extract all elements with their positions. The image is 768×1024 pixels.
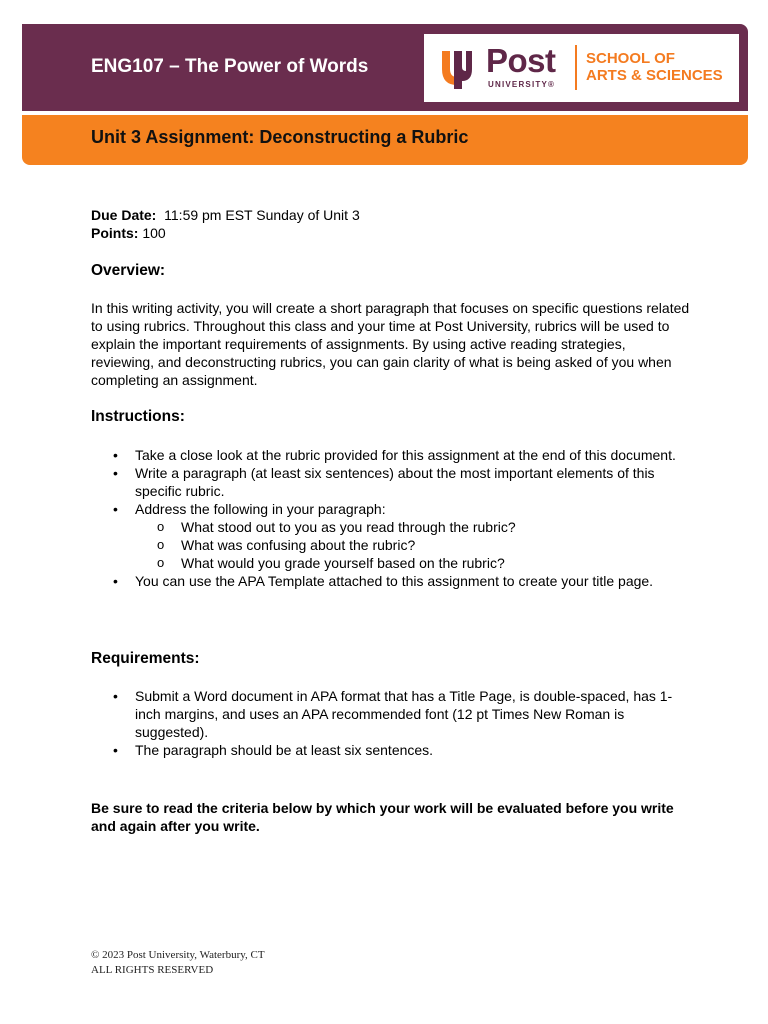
school-name: [586, 50, 723, 84]
logo-divider: [575, 45, 577, 90]
overview-heading: Overview:: [91, 262, 166, 279]
list-item: • Take a close look at the rubric provided for this assignment at the end of this document.: [91, 446, 691, 464]
footer-copyright: © 2023 Post University, Waterbury, CT: [91, 949, 265, 961]
instructions-sublist: [135, 518, 691, 572]
points-value: 100: [142, 225, 166, 241]
due-date-label: Due Date:: [91, 207, 157, 223]
evaluation-note: Be sure to read the criteria below by which your work will be evaluated before you write and again after you write.: [91, 800, 674, 834]
assignment-meta: [91, 206, 360, 242]
list-item: • Address the following in your paragraph: o What stood out to you as you read through the rubric? o What was confusing about the rubric? o What would you grade yourself based on the rubric?: [91, 500, 691, 572]
list-item: • Submit a Word document in APA format that has a Title Page, is double-spaced, has 1-inch margins, and uses an APA recommended font (12 pt Times New Roman is suggested).: [91, 687, 691, 741]
assignment-title: Unit 3 Assignment: Deconstructing a Rubric: [91, 127, 469, 147]
due-date-line: [91, 206, 360, 224]
post-university-logo: [424, 34, 739, 102]
instructions-heading: Instructions:: [91, 408, 185, 425]
post-university-logo-mark-icon: [440, 47, 474, 89]
copyright-footer: [91, 948, 265, 978]
requirements-heading: Requirements:: [91, 650, 200, 667]
list-item: • Write a paragraph (at least six sentences) about the most important elements of this specific rubric.: [91, 464, 691, 500]
school-name-line2: ARTS & SCIENCES: [586, 67, 723, 84]
school-name-line1: SCHOOL OF: [586, 50, 675, 67]
points-line: [91, 224, 360, 242]
logo-subtitle: UNIVERSITY®: [488, 80, 556, 89]
list-item: • The paragraph should be at least six sentences.: [91, 741, 691, 759]
footer-rights: ALL RIGHTS RESERVED: [91, 964, 214, 976]
due-date-value: 11:59 pm EST Sunday of Unit 3: [164, 207, 360, 223]
overview-paragraph: In this writing activity, you will create a short paragraph that focuses on specific questions related to using rubrics. Throughout this class and your time at Post University, rubrics will be used to explain the important requirements of assignments. By using active reading strategies, reviewing, and deconstructing rubrics, you can gain clarity of what is being asked of you when completing an assignment.: [91, 300, 690, 388]
requirements-list: [91, 687, 691, 759]
sub-list-item: o What would you grade yourself based on the rubric?: [135, 554, 691, 572]
course-title: ENG107 – The Power of Words: [91, 56, 369, 77]
logo-wordmark: Post: [486, 42, 556, 79]
points-label: Points:: [91, 225, 139, 241]
sub-list-item: o What was confusing about the rubric?: [135, 536, 691, 554]
list-item: • You can use the APA Template attached to this assignment to create your title page.: [91, 572, 691, 590]
sub-list-item: o What stood out to you as you read through the rubric?: [135, 518, 691, 536]
instructions-list: [91, 446, 691, 590]
